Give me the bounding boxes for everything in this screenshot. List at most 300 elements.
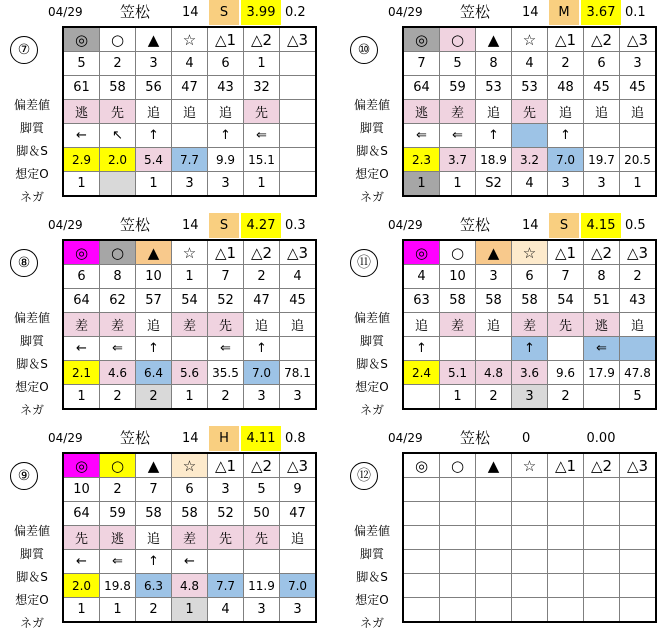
running-style-row: [63, 526, 316, 550]
grid-cell: 1: [63, 385, 100, 410]
grid-cell: [548, 478, 584, 502]
grid-cell: 20.5: [620, 148, 657, 172]
grid-cell: [476, 598, 512, 623]
grid-cell: [584, 598, 620, 623]
deviation-label: 偏差値: [353, 311, 390, 325]
grid-cell: 6: [208, 52, 244, 76]
grid-cell: 追: [476, 100, 512, 124]
grid-cell: ←: [172, 550, 208, 574]
grid-cell: 54: [172, 289, 208, 313]
grid-cell: 43: [620, 289, 657, 313]
grid-cell: 2: [100, 385, 136, 410]
grid-cell: 8: [584, 265, 620, 289]
grid-cell: 5.4: [136, 148, 172, 172]
grid-cell: [512, 598, 548, 623]
grid-cell: [403, 502, 440, 526]
grid-cell: 先: [208, 526, 244, 550]
running-style-row: [403, 526, 656, 550]
grid-cell: 3: [280, 385, 317, 410]
grid-cell: 64: [403, 76, 440, 100]
grid-cell: 2: [100, 478, 136, 502]
grid-cell: [476, 337, 512, 361]
grid-cell: 6: [584, 52, 620, 76]
race-date: 04/29: [48, 5, 83, 19]
deviation-label: 偏差値: [13, 311, 50, 325]
grid-cell: 3: [512, 385, 548, 410]
grid-cell: 3.2: [512, 148, 548, 172]
deviation-row: [63, 502, 316, 526]
grid-cell: 5.6: [172, 361, 208, 385]
grid-cell: 追: [280, 313, 317, 337]
grid-cell: [440, 478, 476, 502]
grid-cell: 45: [620, 76, 657, 100]
grid-cell: ▲: [136, 27, 172, 52]
grid-cell: 5: [244, 478, 280, 502]
grid-cell: 3: [244, 385, 280, 410]
grid-cell: [280, 100, 317, 124]
negative-row: [403, 385, 656, 410]
grid-cell: [476, 478, 512, 502]
grid-cell: 差: [440, 100, 476, 124]
grid-cell: ☆: [172, 240, 208, 265]
prediction-grid: [62, 239, 317, 410]
grid-cell: 2.3: [403, 148, 440, 172]
grid-cell: ○: [440, 240, 476, 265]
grid-cell: [476, 502, 512, 526]
grid-cell: 1: [403, 172, 440, 197]
grid-cell: [584, 385, 620, 410]
grid-cell: 2: [548, 52, 584, 76]
leg-speed-label: 脚＆S: [356, 357, 388, 371]
grid-cell: 6: [63, 265, 100, 289]
grid-cell: 45: [584, 76, 620, 100]
grid-cell: △2: [244, 27, 280, 52]
grid-cell: 64: [63, 502, 100, 526]
grid-cell: 10: [136, 265, 172, 289]
grid-cell: ◎: [403, 453, 440, 478]
grid-cell: △2: [584, 27, 620, 52]
grid-cell: 9.9: [208, 148, 244, 172]
horse-number-row: [63, 52, 316, 76]
grid-cell: 56: [136, 76, 172, 100]
grid-cell: 2: [100, 52, 136, 76]
grid-cell: 4: [208, 598, 244, 623]
negative-label: ネガ: [19, 403, 44, 417]
panel-header: [340, 0, 670, 25]
grid-cell: 1: [172, 265, 208, 289]
grid-cell: 9.6: [548, 361, 584, 385]
grid-cell: [476, 574, 512, 598]
race-panel-p10: [340, 0, 670, 204]
grid-cell: △3: [620, 27, 657, 52]
negative-row: [403, 598, 656, 623]
grid-cell: 58: [100, 76, 136, 100]
score-diff: 0.3: [285, 218, 306, 233]
grid-cell: [584, 574, 620, 598]
score-value: 4.27: [241, 213, 281, 238]
grid-cell: 2.0: [63, 574, 100, 598]
grid-cell: △1: [208, 27, 244, 52]
grid-cell: [512, 526, 548, 550]
running-style-row: [403, 100, 656, 124]
prediction-grid: [402, 452, 657, 623]
grid-cell: 1: [136, 172, 172, 197]
grid-cell: [512, 124, 548, 148]
grid-cell: 58: [512, 289, 548, 313]
grid-cell: ↖: [100, 124, 136, 148]
grid-cell: 3.6: [512, 361, 548, 385]
grid-cell: [172, 337, 208, 361]
grid-cell: [512, 574, 548, 598]
grid-cell: 1: [100, 598, 136, 623]
running-style-row: [63, 100, 316, 124]
grid-cell: 2: [620, 265, 657, 289]
race-date: 04/29: [388, 431, 423, 445]
expected-odds-label: 想定O: [15, 167, 49, 181]
race-number: ⑫: [350, 462, 378, 490]
grid-cell: ○: [100, 27, 136, 52]
grid-cell: ⇐: [440, 124, 476, 148]
horse-number-row: [63, 478, 316, 502]
expected-odds-row: [403, 574, 656, 598]
grid-cell: 逃: [403, 100, 440, 124]
grid-cell: 4: [280, 265, 317, 289]
expected-odds-label: 想定O: [15, 380, 49, 394]
score-value: 3.67: [581, 0, 621, 25]
expected-odds-label: 想定O: [355, 167, 389, 181]
grid-cell: ☆: [512, 240, 548, 265]
grid-cell: 58: [476, 289, 512, 313]
grid-cell: 47: [172, 76, 208, 100]
position-arrow-row: [63, 337, 316, 361]
grid-cell: 78.1: [280, 361, 317, 385]
grid-cell: [620, 574, 657, 598]
track-name: 笠松: [120, 429, 151, 447]
grid-cell: 3: [620, 52, 657, 76]
score-value: 0.00: [586, 431, 616, 446]
grid-cell: 逃: [100, 526, 136, 550]
grid-cell: 52: [208, 289, 244, 313]
grid-cell: [548, 598, 584, 623]
grid-cell: 1: [440, 172, 476, 197]
score-value: 4.11: [241, 426, 281, 451]
grid-cell: 7.7: [208, 574, 244, 598]
grid-cell: 3: [172, 172, 208, 197]
grid-cell: △1: [548, 27, 584, 52]
grid-cell: [440, 550, 476, 574]
grid-cell: 2: [136, 598, 172, 623]
grid-cell: 64: [63, 289, 100, 313]
grid-cell: 5.1: [440, 361, 476, 385]
grid-cell: 7: [403, 52, 440, 76]
grid-cell: [476, 526, 512, 550]
mark-row: [63, 27, 316, 52]
grade-badge: S: [549, 213, 579, 238]
race-number: ⑪: [350, 249, 378, 277]
grid-cell: 追: [280, 526, 317, 550]
grid-cell: 54: [548, 289, 584, 313]
prediction-grid: [62, 26, 317, 197]
grid-cell: ○: [100, 240, 136, 265]
grid-cell: ◎: [403, 240, 440, 265]
deviation-label: 偏差値: [353, 524, 390, 538]
deviation-label: 偏差値: [13, 98, 50, 112]
negative-label: ネガ: [359, 616, 384, 630]
grid-cell: ↑: [403, 337, 440, 361]
track-name: 笠松: [460, 216, 491, 234]
position-arrow-row: [63, 550, 316, 574]
expected-odds-label: 想定O: [15, 593, 49, 607]
negative-label: ネガ: [359, 190, 384, 204]
grid-cell: 追: [620, 313, 657, 337]
grid-cell: 7: [208, 265, 244, 289]
running-style-label: 脚質: [359, 547, 384, 561]
grid-cell: △1: [208, 240, 244, 265]
grid-cell: 2: [136, 385, 172, 410]
grid-cell: ←: [63, 550, 100, 574]
grid-cell: 1: [172, 598, 208, 623]
grid-cell: 差: [172, 313, 208, 337]
grid-cell: 1: [63, 172, 100, 197]
grid-cell: [403, 478, 440, 502]
grid-cell: [512, 550, 548, 574]
grid-cell: [584, 124, 620, 148]
panel-header: [340, 426, 670, 451]
grid-cell: 10: [63, 478, 100, 502]
score-diff: 0.5: [625, 218, 646, 233]
grid-cell: 3: [208, 172, 244, 197]
grid-cell: [476, 550, 512, 574]
position-arrow-row: [403, 550, 656, 574]
grid-cell: ☆: [512, 27, 548, 52]
panel-header: [340, 213, 670, 238]
grid-cell: [280, 76, 317, 100]
score-value: 4.15: [581, 213, 621, 238]
panel-header: [0, 0, 330, 25]
grid-cell: 32: [244, 76, 280, 100]
negative-row: [403, 172, 656, 197]
grid-cell: 1: [440, 385, 476, 410]
grid-cell: [403, 526, 440, 550]
grid-cell: △3: [280, 453, 317, 478]
negative-label: ネガ: [19, 190, 44, 204]
grid-cell: [403, 385, 440, 410]
negative-row: [63, 385, 316, 410]
grid-cell: [620, 598, 657, 623]
grid-cell: 追: [136, 100, 172, 124]
grade-badge: S: [209, 0, 239, 25]
grade-badge: M: [549, 0, 579, 25]
grid-cell: [548, 526, 584, 550]
grid-cell: 3: [244, 598, 280, 623]
grid-cell: △3: [280, 27, 317, 52]
mark-row: [403, 453, 656, 478]
deviation-row: [403, 289, 656, 313]
grid-cell: △2: [244, 240, 280, 265]
grade-badge: S: [209, 213, 239, 238]
grid-cell: 2.0: [100, 148, 136, 172]
deviation-row: [63, 76, 316, 100]
grid-cell: [208, 550, 244, 574]
grid-cell: ▲: [476, 453, 512, 478]
grid-cell: ↑: [208, 124, 244, 148]
runner-count: 14: [182, 218, 199, 233]
grid-cell: ↑: [136, 337, 172, 361]
grid-cell: 45: [280, 289, 317, 313]
grid-cell: 17.9: [584, 361, 620, 385]
running-style-label: 脚質: [19, 334, 44, 348]
deviation-label: 偏差値: [353, 98, 390, 112]
grid-cell: 追: [136, 526, 172, 550]
leg-speed-label: 脚＆S: [16, 570, 48, 584]
grid-cell: [548, 574, 584, 598]
running-style-label: 脚質: [359, 334, 384, 348]
grid-cell: [440, 574, 476, 598]
running-style-label: 脚質: [19, 121, 44, 135]
grade-badge: H: [209, 426, 239, 451]
grid-cell: 62: [100, 289, 136, 313]
grid-cell: △2: [584, 453, 620, 478]
grid-cell: [548, 502, 584, 526]
runner-count: 14: [522, 218, 539, 233]
grid-cell: ▲: [136, 240, 172, 265]
horse-number-row: [403, 478, 656, 502]
runner-count: 14: [182, 431, 199, 446]
grid-cell: △1: [548, 240, 584, 265]
grid-cell: [100, 172, 136, 197]
position-arrow-row: [403, 124, 656, 148]
grid-cell: [512, 478, 548, 502]
running-style-row: [403, 313, 656, 337]
grid-cell: 先: [63, 526, 100, 550]
grid-cell: 3: [136, 52, 172, 76]
grid-cell: 差: [100, 313, 136, 337]
grid-cell: 15.1: [244, 148, 280, 172]
track-name: 笠松: [460, 429, 491, 447]
grid-cell: 48: [548, 76, 584, 100]
grid-cell: ◎: [63, 27, 100, 52]
mark-row: [403, 27, 656, 52]
grid-cell: ○: [440, 453, 476, 478]
mark-row: [403, 240, 656, 265]
position-arrow-row: [63, 124, 316, 148]
position-arrow-row: [403, 337, 656, 361]
grid-cell: [620, 550, 657, 574]
grid-cell: 追: [172, 100, 208, 124]
grid-cell: 追: [548, 100, 584, 124]
grid-cell: △1: [208, 453, 244, 478]
grid-cell: [584, 502, 620, 526]
grid-cell: [403, 574, 440, 598]
race-number: ⑦: [10, 36, 38, 64]
grid-cell: [548, 550, 584, 574]
grid-cell: [440, 502, 476, 526]
grid-cell: [584, 478, 620, 502]
grid-cell: [403, 598, 440, 623]
expected-odds-row: [63, 148, 316, 172]
grid-cell: 58: [136, 502, 172, 526]
negative-label: ネガ: [359, 403, 384, 417]
grid-cell: 7: [136, 478, 172, 502]
prediction-grid: [402, 26, 657, 197]
grid-cell: 先: [244, 100, 280, 124]
mark-row: [63, 240, 316, 265]
grid-cell: [172, 124, 208, 148]
grid-cell: 9: [280, 478, 317, 502]
grid-cell: 逃: [63, 100, 100, 124]
grid-cell: 先: [208, 313, 244, 337]
grid-cell: 3.7: [440, 148, 476, 172]
grid-cell: 4.8: [476, 361, 512, 385]
grid-cell: [280, 52, 317, 76]
leg-speed-label: 脚＆S: [356, 570, 388, 584]
expected-odds-row: [403, 148, 656, 172]
race-panel-p8: [0, 213, 330, 417]
grid-cell: 61: [63, 76, 100, 100]
grid-cell: △2: [244, 453, 280, 478]
grid-cell: 59: [100, 502, 136, 526]
grid-cell: [280, 124, 317, 148]
grid-cell: 47.8: [620, 361, 657, 385]
grid-cell: 2: [476, 385, 512, 410]
grid-cell: 2.4: [403, 361, 440, 385]
grid-cell: 63: [403, 289, 440, 313]
grid-cell: [620, 124, 657, 148]
grid-cell: [620, 526, 657, 550]
grid-cell: ◎: [403, 27, 440, 52]
running-style-row: [63, 313, 316, 337]
grid-cell: 19.7: [584, 148, 620, 172]
grid-cell: 3: [476, 265, 512, 289]
grid-cell: 51: [584, 289, 620, 313]
grid-cell: 5: [440, 52, 476, 76]
grid-cell: 3: [584, 172, 620, 197]
grid-cell: ⇐: [100, 550, 136, 574]
grid-cell: 3: [548, 172, 584, 197]
grid-cell: 差: [63, 313, 100, 337]
grid-cell: 先: [244, 526, 280, 550]
grid-cell: 追: [244, 313, 280, 337]
grid-cell: △1: [548, 453, 584, 478]
horse-number-row: [403, 52, 656, 76]
grid-cell: 58: [440, 289, 476, 313]
score-diff: 0.8: [285, 431, 306, 446]
horse-number-row: [63, 265, 316, 289]
grid-cell: 53: [476, 76, 512, 100]
score-diff: 0.2: [285, 5, 306, 20]
running-style-label: 脚質: [359, 121, 384, 135]
negative-label: ネガ: [19, 616, 44, 630]
grid-cell: 先: [512, 100, 548, 124]
race-date: 04/29: [388, 5, 423, 19]
prediction-grid: [62, 452, 317, 623]
race-panel-p9: [0, 426, 330, 630]
grid-cell: ↑: [136, 550, 172, 574]
grid-cell: [403, 550, 440, 574]
grid-cell: [244, 550, 280, 574]
grid-cell: 8: [476, 52, 512, 76]
grid-cell: 7.0: [280, 574, 317, 598]
grid-cell: 7: [548, 265, 584, 289]
grid-cell: 53: [512, 76, 548, 100]
grid-cell: 47: [280, 502, 317, 526]
grid-cell: [584, 550, 620, 574]
track-name: 笠松: [120, 216, 151, 234]
grid-cell: ☆: [512, 453, 548, 478]
grid-cell: △3: [620, 240, 657, 265]
horse-number-row: [403, 265, 656, 289]
grid-cell: ◎: [63, 240, 100, 265]
